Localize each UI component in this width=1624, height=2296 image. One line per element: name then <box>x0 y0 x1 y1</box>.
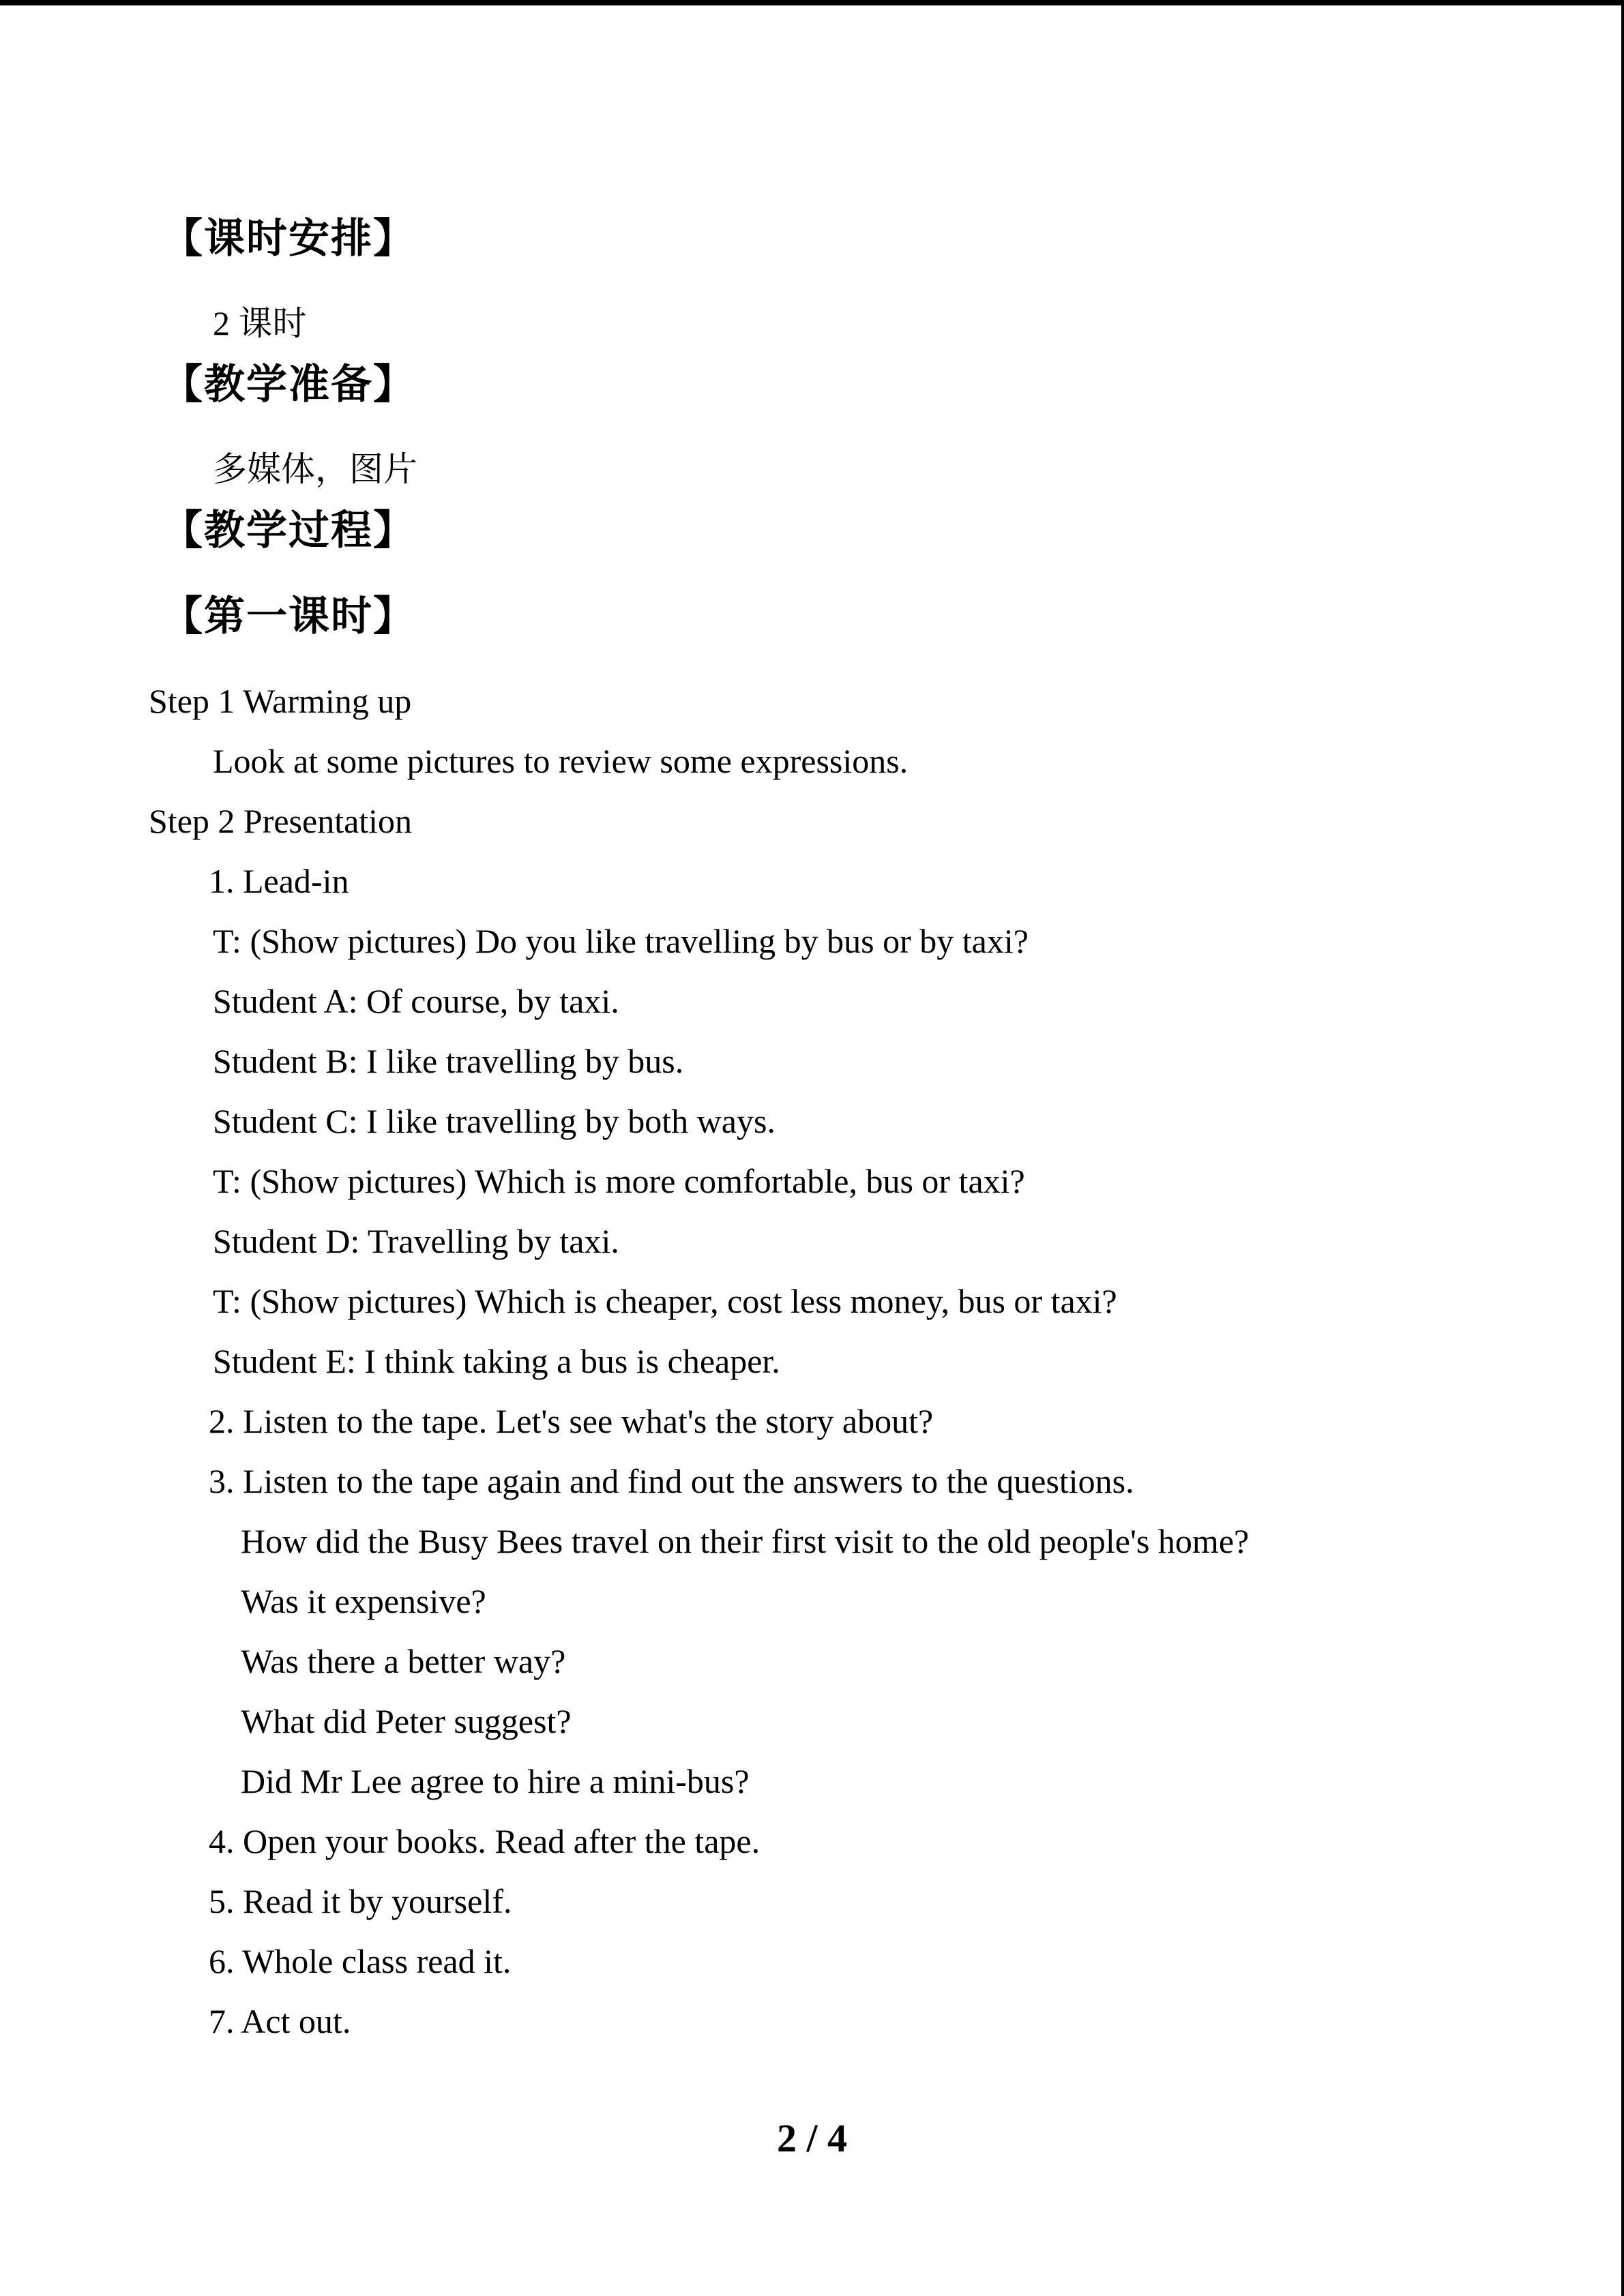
doc-line-text-cn: 多媒体，图片 <box>213 450 417 488</box>
doc-line-dialogue: T: (Show pictures) Do you like travelling by bus or by taxi? <box>213 922 1029 960</box>
doc-line-question: What did Peter suggest? <box>241 1702 572 1740</box>
doc-line-numbered: 4. Open your books. Read after the tape. <box>209 1822 761 1860</box>
doc-line-dialogue: Student B: I like travelling by bus. <box>213 1042 684 1080</box>
doc-line-question: Was there a better way? <box>241 1642 566 1680</box>
doc-line-step: Step 1 Warming up <box>149 682 412 720</box>
doc-line-numbered: 1. Lead-in <box>209 862 349 900</box>
doc-line-dialogue: Look at some pictures to review some expressions. <box>213 742 909 780</box>
doc-line-heading-cn: 【教学过程】 <box>162 508 415 553</box>
doc-line-dialogue: Student D: Travelling by taxi. <box>213 1222 619 1260</box>
doc-line-dialogue: Student C: I like travelling by both ways. <box>213 1102 776 1140</box>
doc-line-heading-cn: 【教学准备】 <box>162 362 415 407</box>
doc-line-question: Did Mr Lee agree to hire a mini-bus? <box>241 1762 750 1800</box>
doc-line-dialogue: T: (Show pictures) Which is more comfortable, bus or taxi? <box>213 1162 1025 1200</box>
doc-line-numbered: 2. Listen to the tape. Let's see what's the story about? <box>209 1402 934 1440</box>
doc-line-numbered: 3. Listen to the tape again and find out the answers to the questions. <box>209 1462 1134 1500</box>
doc-line-dialogue: Student E: I think taking a bus is cheaper. <box>213 1342 780 1380</box>
doc-line-step: Step 2 Presentation <box>149 802 413 840</box>
doc-line-text-cn: 2 课时 <box>213 304 307 342</box>
page-number: 2 / 4 <box>776 2116 848 2160</box>
doc-line-numbered: 7. Act out. <box>209 2002 351 2040</box>
doc-line-dialogue: T: (Show pictures) Which is cheaper, cost less money, bus or taxi? <box>213 1282 1117 1320</box>
doc-line-heading-cn: 【第一课时】 <box>162 594 415 639</box>
doc-line-heading-cn: 【课时安排】 <box>162 216 415 261</box>
doc-line-numbered: 5. Read it by yourself. <box>209 1882 512 1920</box>
doc-line-question: How did the Busy Bees travel on their first visit to the old people's home? <box>241 1522 1250 1560</box>
doc-line-question: Was it expensive? <box>241 1582 486 1620</box>
doc-line-dialogue: Student A: Of course, by taxi. <box>213 982 619 1020</box>
doc-line-numbered: 6. Whole class read it. <box>209 1942 512 1980</box>
